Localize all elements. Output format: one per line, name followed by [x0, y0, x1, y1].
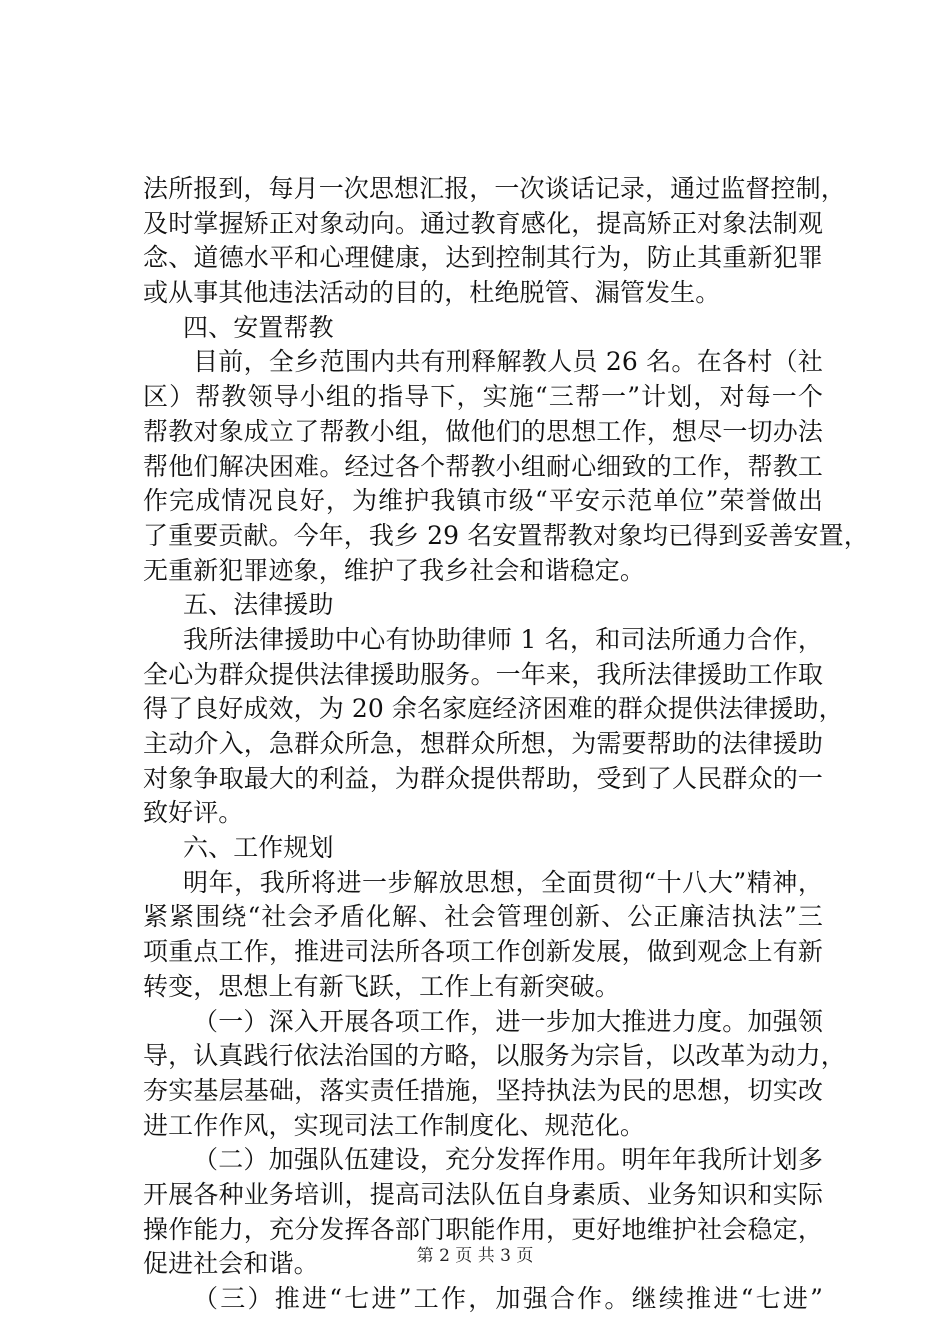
text-line: 及时掌握矫正对象动向。通过教育感化，提高矫正对象法制观 [143, 208, 823, 238]
text-line: 无重新犯罪迹象，维护了我乡社会和谐稳定。 [143, 555, 646, 585]
text-line: 我所法律援助中心有协助律师 1 名，和司法所通力合作， [183, 624, 823, 654]
text-line: （二）加强队伍建设，充分发挥作用。明年年我所计划多 [193, 1145, 823, 1175]
text-line: 开展各种业务培训，提高司法队伍自身素质、业务知识和实际 [143, 1179, 823, 1209]
text-line: 进工作作风，实现司法工作制度化、规范化。 [143, 1110, 646, 1140]
text-line: （三）推进“七进”工作，加强合作。继续推进“七进” [193, 1284, 823, 1313]
text-line: 得了良好成效，为 20 余名家庭经济困难的群众提供法律援助， [143, 694, 844, 724]
text-line: 项重点工作，推进司法所各项工作创新发展，做到观念上有新 [143, 937, 823, 967]
section-heading: 五、法律援助 [183, 590, 334, 620]
section-heading: 四、安置帮教 [183, 312, 334, 342]
text-line: 全心为群众提供法律援助服务。一年来，我所法律援助工作取 [143, 659, 823, 689]
text-line: 念、道德水平和心理健康，达到控制其行为，防止其重新犯罪 [143, 243, 823, 273]
text-line: 致好评。 [143, 798, 244, 828]
text-line: 夯实基层基础，落实责任措施，坚持执法为民的思想，切实改 [143, 1075, 823, 1105]
text-line: 区）帮教领导小组的指导下，实施“三帮一”计划，对每一个 [143, 382, 823, 412]
text-line: 帮他们解决困难。经过各个帮教小组耐心细致的工作，帮教工 [143, 451, 823, 481]
text-line: 紧紧围绕“社会矛盾化解、社会管理创新、公正廉洁执法”三 [143, 902, 823, 932]
text-line: 对象争取最大的利益，为群众提供帮助，受到了人民群众的一 [143, 763, 823, 793]
text-line: 主动介入，急群众所急，想群众所想，为需要帮助的法律援助 [143, 729, 823, 758]
text-line: 操作能力，充分发挥各部门职能作用，更好地维护社会稳定， [143, 1214, 823, 1244]
text-line: 法所报到，每月一次思想汇报，一次谈话记录，通过监督控制， [143, 174, 846, 203]
text-line: 目前，全乡范围内共有刑释解教人员 26 名。在各村（社 [193, 347, 823, 377]
text-line: 或从事其他违法活动的目的，杜绝脱管、漏管发生。 [143, 278, 721, 308]
text-line: 促进社会和谐。 [143, 1249, 319, 1279]
text-line: （一）深入开展各项工作，进一步加大推进力度。加强领 [193, 1006, 823, 1036]
text-line: 明年，我所将进一步解放思想，全面贯彻“十八大”精神， [183, 867, 823, 897]
document-body [143, 172, 869, 1317]
section-heading: 六、工作规划 [183, 833, 334, 863]
text-line: 导，认真践行依法治国的方略，以服务为宗旨，以改革为动力， [143, 1041, 846, 1071]
text-line: 转变，思想上有新飞跃，工作上有新突破。 [143, 971, 620, 1001]
text-line: 作完成情况良好，为维护我镇市级“平安示范单位”荣誉做出 [143, 486, 823, 516]
page-number-footer: 第 2 页 共 3 页 [416, 1246, 534, 1266]
text-line: 帮教对象成立了帮教小组，做他们的思想工作，想尽一切办法 [143, 416, 823, 446]
text-line: 了重要贡献。今年，我乡 29 名安置帮教对象均已得到妥善安置， [143, 520, 869, 550]
